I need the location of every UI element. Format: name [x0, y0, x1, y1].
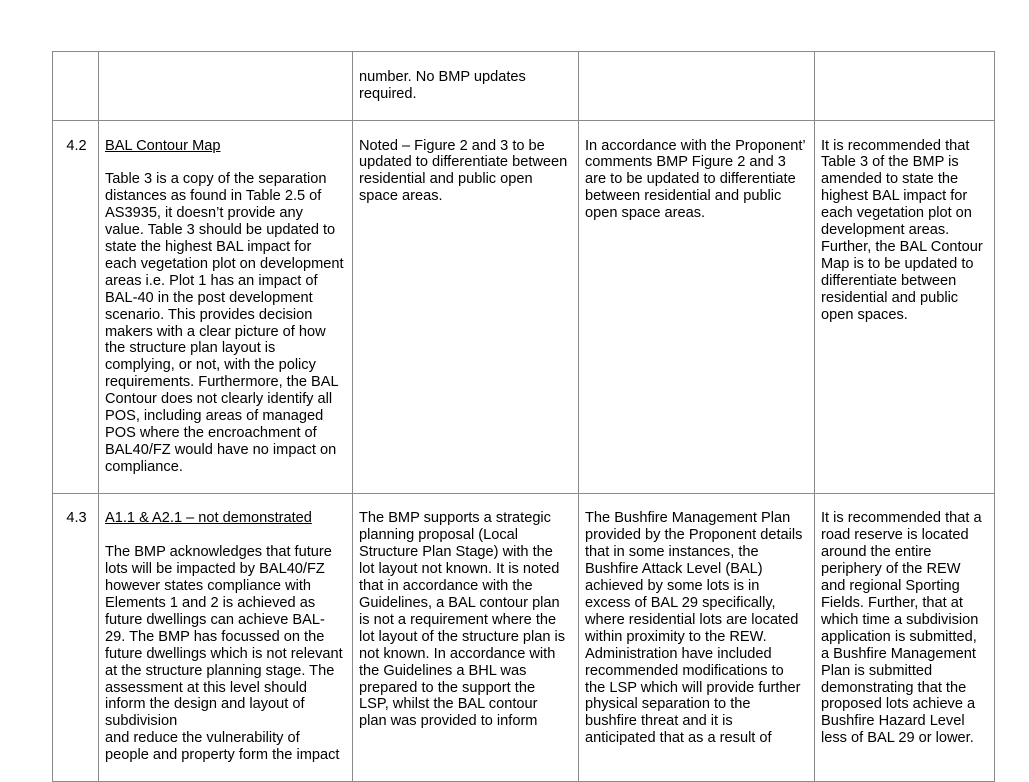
issue-text: The BMP acknowledges that future lots will be impacted by BAL40/FZ however states compliance with Elements 1 and 2 is achieved as future dwellings can achieve BAL- 29. The BMP has focussed on the future dwellings which is not relevant at the structure planning stage. The assessment at this level should inform the design and layout of subdivision and reduce the vulnerability of people and property form the impact [105, 544, 343, 764]
issue-text: Table 3 is a copy of the separation distances as found in Table 2.5 of AS3935, it doesn’t provide any value. Table 3 should be updated to state the highest BAL impact for each vegetation plot on development areas i.e. Plot 1 has an impact of BAL-40 in the post development scenario. This provides decision makers with a clear picture of how the structure plan layout is complying, or not, with the policy requirements. Furthermore, the BAL Contour does not clearly identify all POS, including areas of managed POS where the encroachment of BAL40/FZ would have no impact on compliance. [105, 171, 344, 475]
issue-cell [99, 120, 353, 493]
submissions-table [52, 51, 995, 782]
row-number: 4.2 [66, 137, 87, 154]
administration-comment-text: The Bushfire Management Plan provided by the Proponent details that in some instances, the Bushfire Attack Level (BAL) achieved by some lots is in excess of BAL 29 specifically, where residential lots are located within proximity to the REW. Administration have included recommended modifications to the LSP which will provide further physical separation to the bushfire threat and it is anticipated that as a result of [585, 510, 803, 747]
proponent-response-cell [353, 493, 579, 781]
recommendation-text: It is recommended that Table 3 of the BMP is amended to state the highest BAL impact for each vegetation plot on development areas. Further, the BAL Contour Map is to be updated to differentiate between residential and public open spaces. [821, 137, 983, 323]
table-row [53, 52, 995, 121]
issue-title: BAL Contour Map [105, 137, 221, 154]
table-row [53, 120, 995, 493]
table-row [53, 493, 995, 781]
recommendation-cell [815, 52, 995, 121]
recommendation-text: It is recommended that a road reserve is located around the entire periphery of the REW and regional Sporting Fields. Further, that at which time a subdivision application is submitted, a Bushfire Management Plan is submitted demonstrating that the proposed lots achieve a Bushfire Hazard Level less of BAL 29 or lower. [821, 510, 982, 747]
proponent-response-cell [353, 120, 579, 493]
administration-comment-cell [579, 493, 815, 781]
row-number-cell [53, 52, 99, 121]
administration-comment-cell [579, 52, 815, 121]
administration-comment-cell [579, 120, 815, 493]
recommendation-cell [815, 493, 995, 781]
recommendation-cell [815, 120, 995, 493]
row-number-cell [53, 493, 99, 781]
issue-title: A1.1 & A2.1 – not demonstrated [105, 510, 312, 527]
row-number-cell [53, 120, 99, 493]
proponent-response-text: number. No BMP updates required. [359, 68, 526, 102]
proponent-response-cell [353, 52, 579, 121]
proponent-response-text: Noted – Figure 2 and 3 to be updated to differentiate between residential and public open space areas. [359, 137, 568, 205]
issue-cell [99, 493, 353, 781]
issue-cell [99, 52, 353, 121]
proponent-response-text: The BMP supports a strategic planning proposal (Local Structure Plan Stage) with the lot layout not known. It is noted that in accordance with the Guidelines, a BAL contour plan is not a requirement where the lot layout of the structure plan is not known. In accordance with the Guidelines a BHL was prepared to the support the LSP, whilst the BAL contour plan was provided to inform [359, 510, 566, 730]
administration-comment-text: In accordance with the Proponent’ comments BMP Figure 2 and 3 are to be updated to differentiate between residential and public open space areas. [585, 137, 806, 222]
row-number: 4.3 [66, 510, 87, 527]
